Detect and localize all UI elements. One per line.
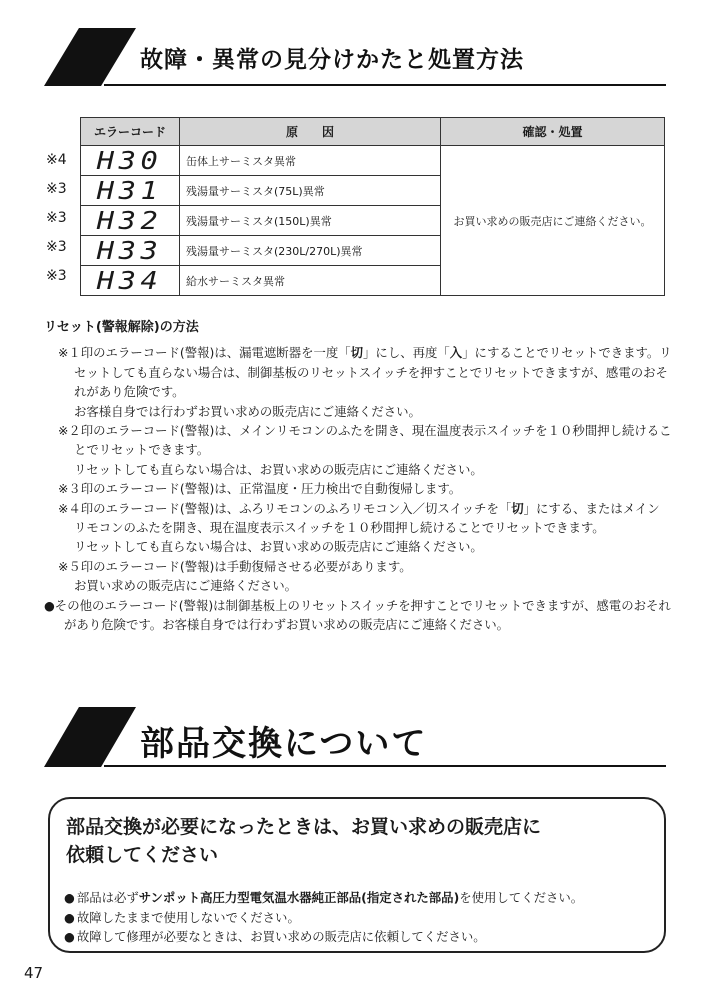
reset-note-1 bbox=[44, 343, 672, 401]
cause-cell: 残湯量サーミスタ(75L)異常 bbox=[180, 176, 441, 206]
notice-heading-line: 部品交換が必要になったときは、お買い求めの販売店に bbox=[66, 816, 542, 838]
section-header-parts bbox=[44, 707, 666, 769]
error-code: H30 bbox=[97, 146, 163, 175]
cause-cell: 給水サーミスタ異常 bbox=[180, 266, 441, 296]
reset-title: リセット(警報解除)の方法 bbox=[44, 320, 199, 335]
note-mark: ※3 bbox=[46, 239, 67, 255]
reset-note-other: ●その他のエラーコード(警報)は制御基板上のリセットスイッチを押すことでリセットできますが、感電のおそれがあり危険です。お客様自身では行わずお買い求めの販売店にご連絡ください。 bbox=[44, 597, 671, 633]
error-code: H34 bbox=[97, 266, 163, 295]
note-mark: ※3 bbox=[46, 210, 67, 226]
note-mark: ※3 bbox=[46, 181, 67, 197]
page-number: 47 bbox=[24, 964, 44, 982]
error-code: H31 bbox=[97, 176, 163, 205]
reset-note-1-contact: お客様自身では行わずお買い求めの販売店にご連絡ください。 bbox=[74, 403, 421, 419]
reset-note-5-contact: お買い求めの販売店にご連絡ください。 bbox=[74, 578, 298, 594]
reset-note-4 bbox=[44, 499, 672, 538]
table-header-row bbox=[81, 118, 665, 146]
section-title: 故障・異常の見分けかたと処置方法 bbox=[140, 47, 524, 73]
header-cause: 原 因 bbox=[180, 118, 441, 146]
reset-note-4-contact: リセットしても直らない場合は、お買い求めの販売店にご連絡ください。 bbox=[74, 539, 483, 555]
error-code-cell bbox=[81, 266, 180, 296]
table-row bbox=[81, 146, 665, 176]
header-action: 確認・処置 bbox=[441, 118, 665, 146]
text: ※４印のエラーコード(警報)は、ふろリモコンのふろリモコン入／切スイッチを「 bbox=[58, 500, 512, 516]
error-code-cell bbox=[81, 236, 180, 266]
reset-note-2: ※２印のエラーコード(警報)は、メインリモコンのふたを開き、現在温度表示スイッチを１０秒間押し続けることでリセットできます。 bbox=[58, 423, 672, 458]
error-code: H33 bbox=[97, 236, 163, 265]
section-title: 部品交換について bbox=[140, 724, 428, 764]
text: 」にすることでリセットできます。リセットしても直らない場合は、制御基板のリセットスイッチを押すことでリセットできますが、感電のおそれがあり危険です。 bbox=[74, 345, 672, 400]
error-code: H32 bbox=[97, 206, 163, 235]
header-rule bbox=[104, 84, 666, 86]
notice-heading-line: 依頼してください bbox=[66, 844, 219, 866]
header-parallelogram-icon bbox=[44, 28, 136, 86]
parts-notice-box bbox=[48, 797, 666, 953]
cause-cell: 残湯量サーミスタ(230L/270L)異常 bbox=[180, 236, 441, 266]
cause-cell: 缶体上サーミスタ異常 bbox=[180, 146, 441, 176]
reset-note-3: ※３印のエラーコード(警報)は、正常温度・圧力検出で自動復帰します。 bbox=[58, 481, 462, 497]
list-item: ● 故障したままで使用しないでください。 bbox=[64, 908, 583, 928]
list-item bbox=[64, 888, 583, 908]
header-code: エラーコード bbox=[81, 118, 180, 146]
cause-cell: 残湯量サーミスタ(150L)異常 bbox=[180, 206, 441, 236]
reset-note-2-contact: リセットしても直らない場合は、お買い求めの販売店にご連絡ください。 bbox=[74, 461, 483, 477]
error-code-cell bbox=[81, 206, 180, 236]
error-code-table bbox=[80, 117, 665, 296]
note-mark: ※3 bbox=[46, 268, 67, 284]
emphasis: サンポット高圧力型電気温水器純正部品(指定された部品) bbox=[138, 890, 460, 905]
emphasis: 切 bbox=[350, 345, 364, 361]
text: 部品は必ず bbox=[76, 890, 139, 905]
emphasis: 切 bbox=[511, 500, 524, 516]
error-code-cell bbox=[81, 146, 180, 176]
header-rule bbox=[104, 765, 666, 767]
header-parallelogram-icon bbox=[44, 707, 136, 767]
reset-method-section bbox=[44, 318, 672, 635]
error-code-cell bbox=[81, 176, 180, 206]
text: を使用してください。 bbox=[459, 890, 584, 905]
notice-list bbox=[64, 888, 583, 947]
note-mark: ※4 bbox=[46, 152, 67, 168]
emphasis: 入 bbox=[449, 345, 463, 361]
text: ※１印のエラーコード(警報)は、漏電遮断器を一度「 bbox=[58, 345, 351, 361]
action-cell: お買い求めの販売店にご連絡ください。 bbox=[441, 146, 665, 296]
notice-heading bbox=[66, 813, 541, 869]
reset-note-5: ※５印のエラーコード(警報)は手動復帰させる必要があります。 bbox=[58, 558, 412, 574]
text: 」にし、再度「 bbox=[363, 345, 450, 361]
list-item: ● 故障して修理が必要なときは、お買い求めの販売店に依頼してください。 bbox=[64, 927, 583, 947]
text: 」にする、またはメインリモコンのふたを開き、現在温度表示スイッチを１０秒間押し続けることでリセットできます。 bbox=[74, 500, 660, 536]
section-header-troubleshooting bbox=[44, 28, 666, 88]
